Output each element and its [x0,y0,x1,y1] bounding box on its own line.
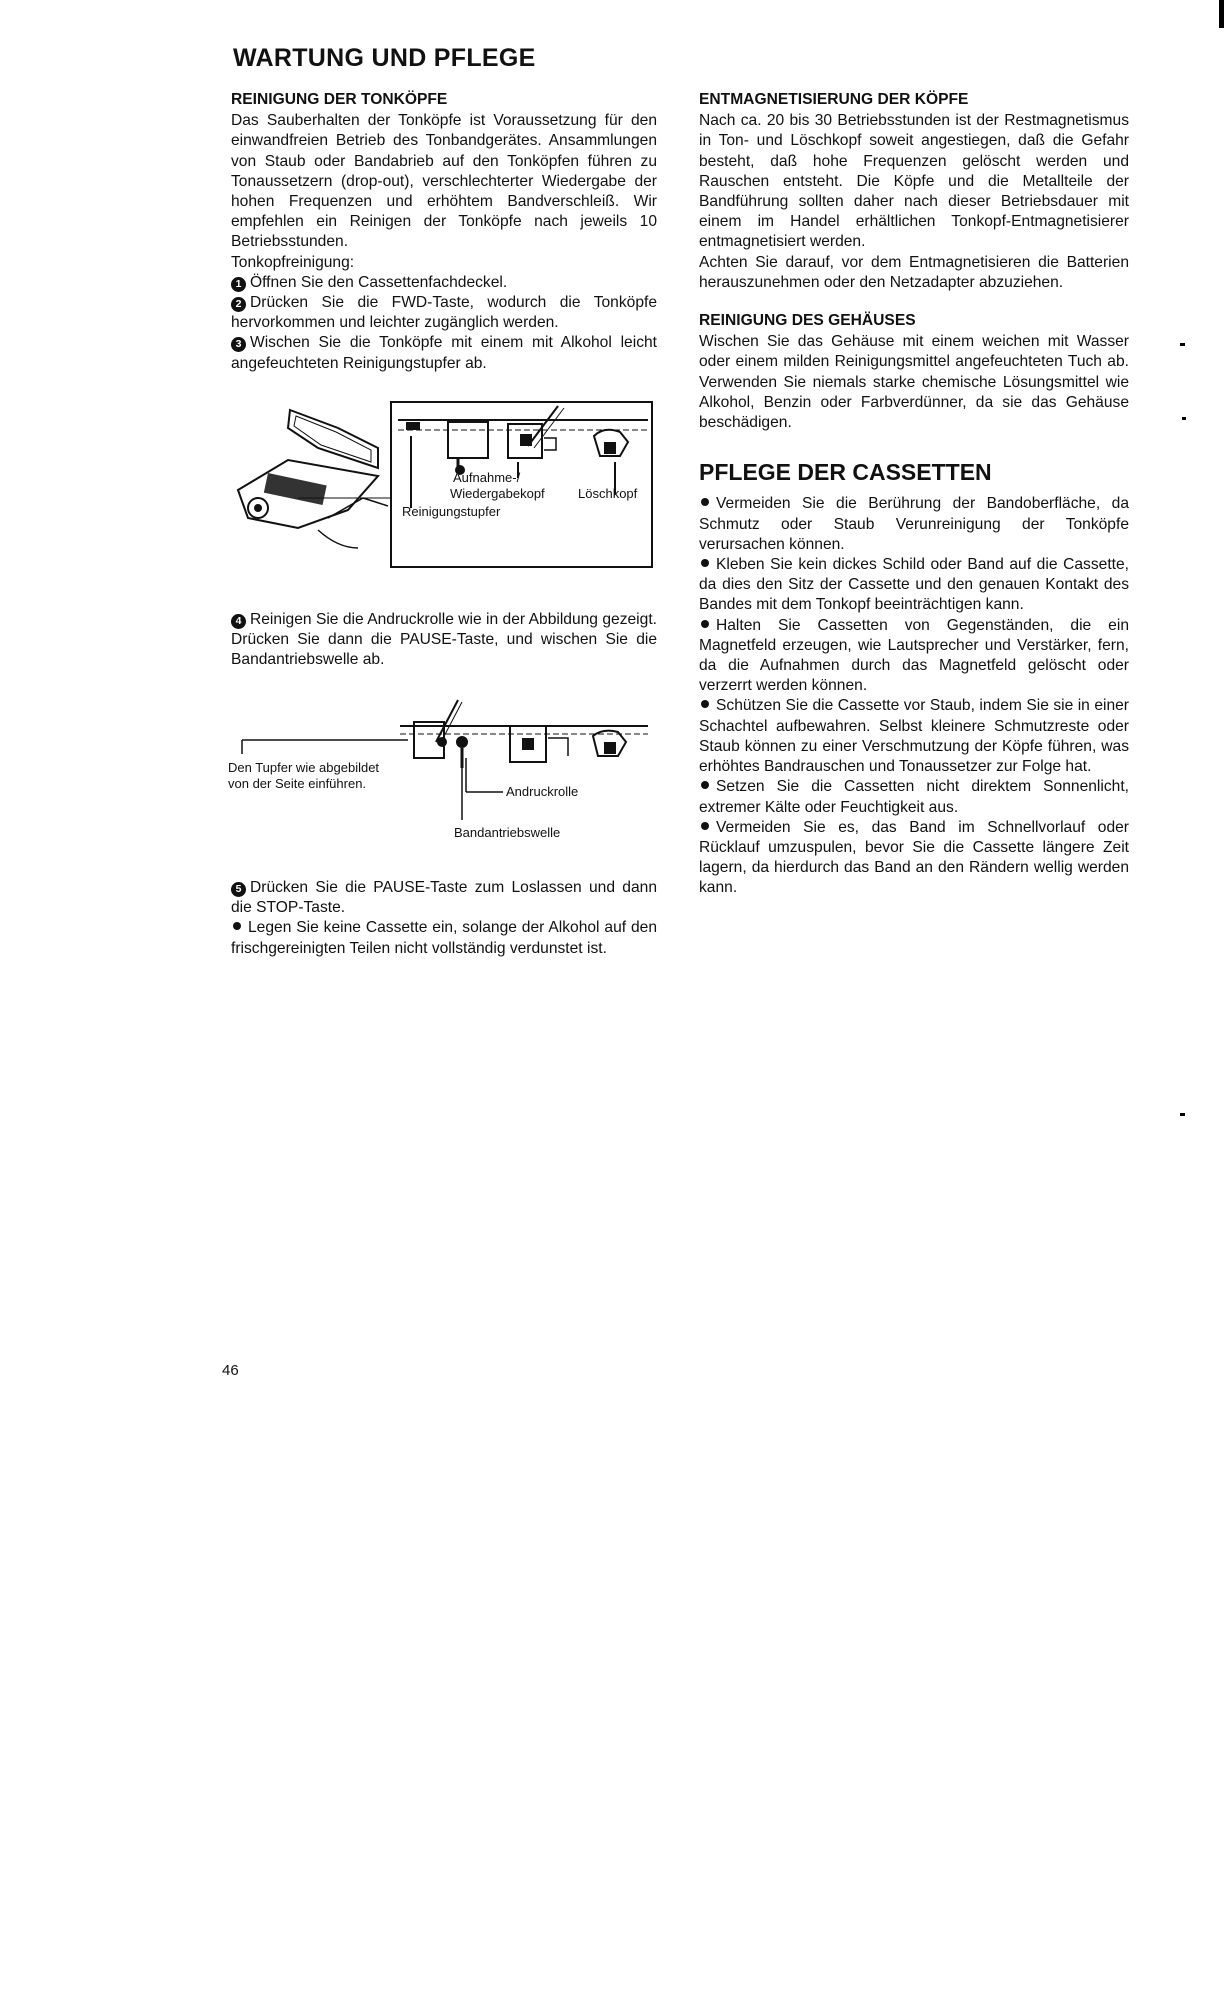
heading-cassette-care: PFLEGE DER CASSETTEN [699,459,992,486]
head-cleaning-intro: Das Sauberhalten der Tonköpfe ist Voraussetzung für den einwandfreien Betrieb des Tonbandgerätes. Ansammlungen von Staub oder Bandabrieb auf den Tonköpfen führen zu Tonaussetzern (drop-out), verschlechterter Wiedergabe der hohen Frequenzen und erhöhtem Bandverschleiß. Wir empfehlen ein Reinigen der Tonköpfe nach jeweils 10 Betriebsstunden. [231,112,657,251]
cassette-care-item [699,818,1129,899]
step-1 [231,273,657,293]
cassette-care-text: Halten Sie Cassetten von Gegenständen, die ein Magnetfeld erzeugen, wie Lautsprecher und Verstärker, fern, da die Aufnahmen durch das Magnetfeld gelöscht oder verzerrt werden können. [699,616,1129,695]
figure-roller-cleaning [228,698,658,848]
demagnetizing-text: Nach ca. 20 bis 30 Betriebsstunden ist der Restmagnetismus in Ton- und Löschkopf soweit angestiegen, daß die Gefahr besteht, daß hohe Frequenzen gelöscht werden und Rauschen entsteht. Die Köpfe und die Metallteile der Bandführung sollten daher nach dieser Betriebsdauer mit einem im Handel erhältlichen Tonkopf-Entmagnetisierer entmagnetisiert werden. [699,112,1129,251]
label-record-playback-head-2: Wiedergabekopf [450,486,545,501]
heading-demagnetizing: ENTMAGNETISIERUNG DER KÖPFE [699,91,969,108]
label-insert-swab-1: Den Tupfer wie abgebildet [228,760,380,775]
label-record-playback-head-1: Aufnahme-/ [453,470,521,485]
figure-head-cleaning [228,398,658,573]
step-5 [231,878,657,918]
cassette-care-text: Schützen Sie die Cassette vor Staub, indem Sie sie in einer Schachtel aufbewahren. Selbst kleinere Schmutzreste oder Staub können zu einer Verschmutzung der Köpfe führen, was erhöhtes Bandrauschen und Tonaussetzer zur Folge hat. [699,697,1129,776]
scan-speck [1182,417,1186,420]
cassette-care-text: Vermeiden Sie es, das Band im Schnellvorlauf oder Rücklauf umzuspulen, bevor Sie die Cassette längere Zeit lagern, da hierdurch das Band an den Rändern wellig werden kann. [699,818,1129,897]
cassette-care-text: Kleben Sie kein dickes Schild oder Band auf die Cassette, da dies den Sitz der Cassette und den genauen Kontakt des Bandes mit dem Tonkopf beeinträchtigen kann. [699,556,1129,614]
bullet-dot-icon [233,922,241,930]
step-number-1: 1 [231,277,246,292]
cassette-care-item [699,696,1129,777]
cassette-care-item [699,616,1129,697]
scan-speck [1180,1113,1185,1116]
page-title: WARTUNG UND PFLEGE [233,44,536,72]
step-2-text: Drücken Sie die FWD-Taste, wodurch die Tonköpfe hervorkommen und leichter zugänglich werden. [231,294,657,332]
bullet-dot-icon [701,700,709,708]
housing-cleaning-text: Wischen Sie das Gehäuse mit einem weichen mit Wasser oder einem milden Reinigungsmittel angefeuchteten Tuch ab. Verwenden Sie niemals starke chemische Lösungsmittel wie Alkohol, Benzin oder Farbverdünner, da sie das Gehäuse beschädigen. [699,333,1129,432]
step-3-text: Wischen Sie die Tonköpfe mit einem mit Alkohol leicht angefeuchteten Reinigungstupfer ab. [231,334,657,372]
step-4-text: Reinigen Sie die Andruckrolle wie in der Abbildung gezeigt. Drücken Sie dann die PAUSE-Taste, und wischen Sie die Bandantriebswelle ab. [231,611,657,669]
bullet-dot-icon [701,822,709,830]
step-number-4: 4 [231,614,246,629]
bullet-dot-icon [701,559,709,567]
step-3 [231,333,657,373]
step-1-text: Öffnen Sie den Cassettenfachdeckel. [250,273,508,291]
page-number: 46 [222,1362,239,1379]
step-4 [231,610,657,671]
cassette-care-text: Setzen Sie die Cassetten nicht direktem Sonnenlicht, extremer Kälte oder Feuchtigkeit aus. [699,778,1129,816]
heading-head-cleaning: REINIGUNG DER TONKÖPFE [231,91,448,108]
step-number-5: 5 [231,882,246,897]
label-pinch-roller: Andruckrolle [506,784,579,799]
scan-edge-mark [1219,0,1224,28]
alcohol-note-text: Legen Sie keine Cassette ein, solange der Alkohol auf den frischgereinigten Teilen nicht vollständig verdunstet ist. [231,919,657,957]
step-5-block [231,878,657,959]
label-cleaning-swab: Reinigungstupfer [402,504,501,519]
bullet-dot-icon [701,498,709,506]
cassette-care-item [699,777,1129,817]
heading-housing-cleaning: REINIGUNG DES GEHÄUSES [699,312,916,330]
head-cleaning-subhead: Tonkopfreinigung: [231,253,355,271]
cassette-care-text: Vermeiden Sie die Berührung der Bandoberfläche, da Schmutz oder Staub Verunreinigung der Tonköpfe verursachen können. [699,495,1129,553]
step-number-2: 2 [231,297,246,312]
scan-speck [1180,343,1185,346]
step-5-text: Drücken Sie die PAUSE-Taste zum Loslassen und dann die STOP-Taste. [231,879,657,917]
demagnetizing-note: Achten Sie darauf, vor dem Entmagnetisieren die Batterien herauszunehmen oder den Netzadapter abzuziehen. [699,253,1129,291]
step-number-3: 3 [231,337,246,352]
label-insert-swab-2: von der Seite einführen. [228,776,367,791]
alcohol-note [231,918,657,958]
step-2 [231,293,657,333]
step-4-block [231,610,657,671]
left-column-top [231,90,657,374]
bullet-dot-icon [701,620,709,628]
cassette-care-item [699,494,1129,555]
right-column [699,90,1129,899]
label-capstan: Bandantriebswelle [454,825,561,840]
cassette-care-item [699,555,1129,616]
bullet-dot-icon [701,781,709,789]
label-erase-head: Löschkopf [578,486,638,501]
